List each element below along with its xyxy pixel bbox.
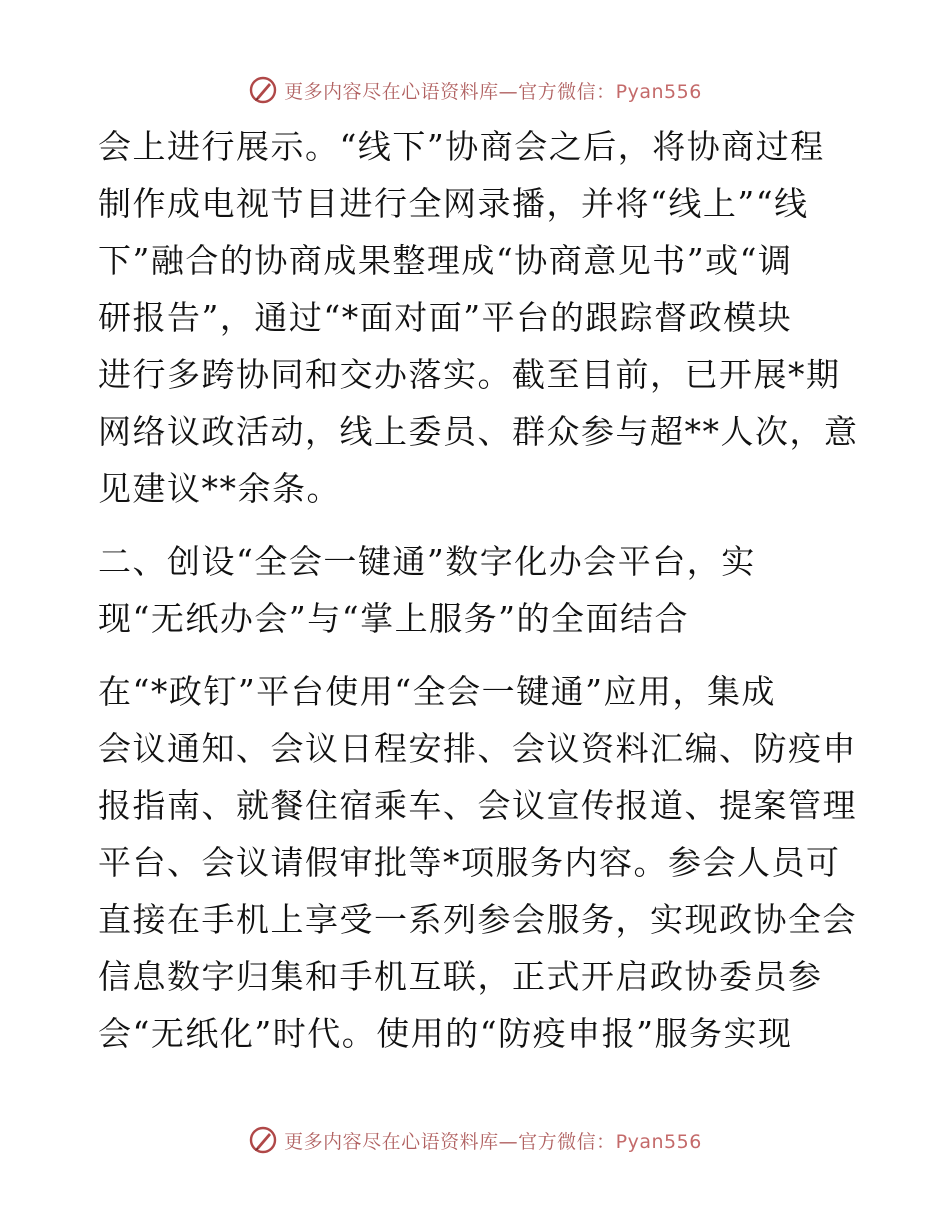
text-line: 会“无纸化”时代。使用的“防疫申报”服务实现 [98,1014,793,1053]
quill-pen-circle-icon [248,1125,278,1155]
paragraph-gap [98,517,858,533]
text-line: 信息数字归集和手机互联，正式开启政协委员参 [98,957,823,996]
text-line: 报指南、就餐住宿乘车、会议宣传报道、提案管理 [98,786,857,825]
watermark-footer [0,1120,950,1160]
text-line: 见建议**余条。 [98,469,341,508]
document-body [98,118,858,1062]
section-heading [98,533,858,647]
paragraph-gap [98,647,858,663]
text-line: 制作成电视节目进行全网录播，并将“线上”“线 [98,184,809,223]
watermark-label: 更多内容尽在心语资料库—官方微信： [284,80,616,103]
heading-line: 现“无纸办会”与“掌上服务”的全面结合 [98,599,689,638]
text-line: 会上进行展示。“线下”协商会之后，将协商过程 [98,127,825,166]
watermark-text [284,1127,702,1154]
watermark-text [284,77,702,104]
watermark-header [0,70,950,110]
watermark-wechat-id: Pyan556 [615,80,702,103]
text-line: 会议通知、会议日程安排、会议资料汇编、防疫申 [98,729,857,768]
text-line: 下”融合的协商成果整理成“协商意见书”或“调 [98,241,793,280]
watermark-wechat-id: Pyan556 [615,1130,702,1153]
text-line: 直接在手机上享受一系列参会服务，实现政协全会 [98,900,857,939]
text-line: 在“*政钉”平台使用“全会一键通”应用，集成 [98,672,776,711]
paragraph-1 [98,118,858,517]
text-line: 进行多跨协同和交办落实。截至目前，已开展*期 [98,355,841,394]
text-line: 网络议政活动，线上委员、群众参与超**人次，意 [98,412,859,451]
paragraph-2 [98,663,858,1062]
heading-line: 二、创设“全会一键通”数字化办会平台，实 [98,542,756,581]
text-line: 平台、会议请假审批等*项服务内容。参会人员可 [98,843,841,882]
watermark-label: 更多内容尽在心语资料库—官方微信： [284,1130,616,1153]
quill-pen-circle-icon [248,75,278,105]
text-line: 研报告”，通过“*面对面”平台的跟踪督政模块 [98,298,793,337]
